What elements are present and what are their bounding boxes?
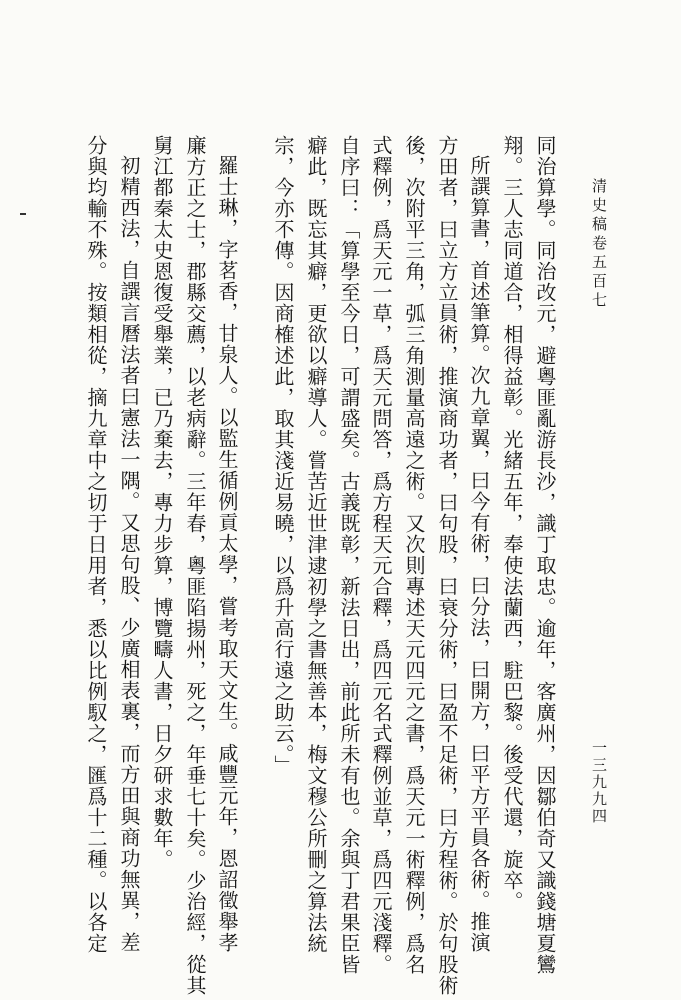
text-column: 同治算學。同治改元，避粵匪亂游長沙，識丁取忠。逾年，客廣州，因鄒伯奇又識錢塘夏鸞 — [533, 135, 557, 975]
text-column: 自序曰：「算學至今日，可謂盛矣。古義既彰，新法日出，前此所未有也。余與丁君果臣皆 — [337, 135, 361, 975]
text-column: 初精西法，自譔言曆法者曰憲法一隅。又思句股、少廣相表裏，而方田與商功無異，差 — [117, 155, 141, 953]
margin-mark — [20, 213, 26, 215]
text-column: 舅江都秦太史恩復受舉業，已乃棄去，專力步算，博覽疇人書，日夕研求數年。 — [150, 135, 174, 870]
text-column: 翔。三人志同道合，相得益彰。光緒五年，奉使法蘭西，駐巴黎。後受代還，旋卒。 — [500, 135, 524, 912]
text-column: 式釋例，爲天元一草，爲天元問答，爲方程天元合釋，爲四元名式釋例並草，爲四元淺釋。 — [369, 135, 393, 975]
text-column: 廉方正之士，郡縣交薦，以老病辭。三年春，粵匪陷揚州，死之，年垂七十矣。少治經，從其 — [183, 135, 207, 996]
text-column: 後，次附平三角，弧三角測量高遠之術。又次則專述天元四元之書，爲天元一術釋例，爲名 — [402, 135, 426, 975]
text-column: 癖此，既忘其癖，更欲以癖導人。嘗苦近世津逮初學之書無善本，梅文穆公所刪之算法統 — [304, 135, 328, 954]
text-column: 宗，今亦不傳。因商榷述此，取其淺近易曉，以爲升高行遠之助云。」 — [271, 135, 295, 776]
text-column: 羅士琳，字茗香，甘泉人。以監生循例貢太學，嘗考取天文生。咸豐元年，恩詔徵舉孝 — [215, 155, 239, 953]
running-header: 清史稿卷五百七 — [590, 178, 608, 311]
text-column: 所譔算書，首述筆算。次九章翼，曰今有術，曰分法，曰開方，曰平方平員各術。推演 — [467, 155, 491, 953]
text-column: 分與均輸不殊。按類相從，摘九章中之切于日用者，悉以比例馭之，匯爲十二種。以各定 — [84, 135, 108, 954]
page-number: 一三九九四 — [590, 740, 608, 825]
text-column: 方田者，曰立方立員術，推演商功者，曰句股，曰衰分術，曰盈不足術，曰方程術。於句股術 — [435, 135, 459, 996]
